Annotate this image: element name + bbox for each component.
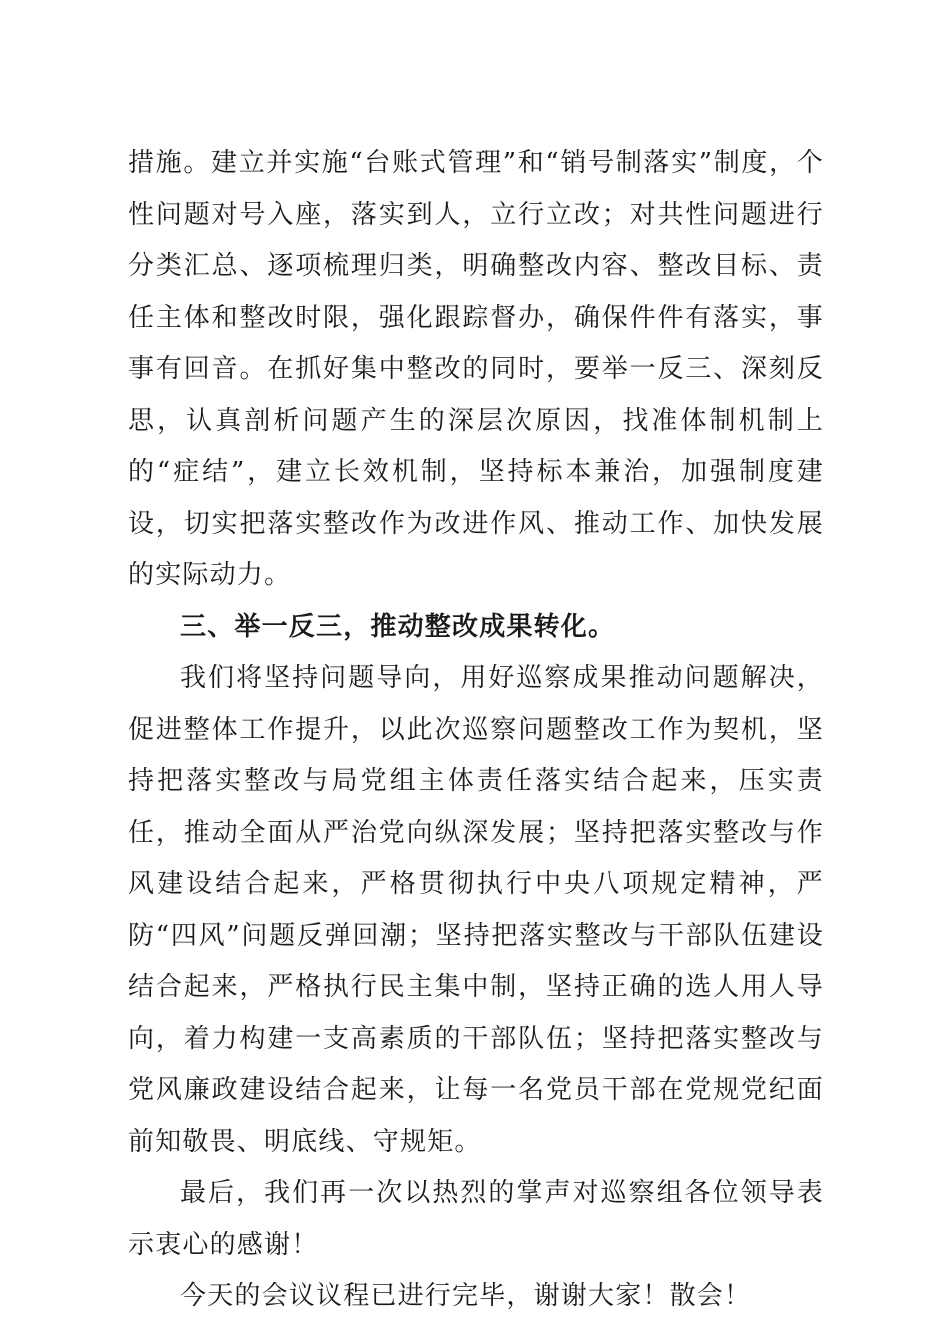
paragraph-continued: 措施。建立并实施“台账式管理”和“销号制落实”制度，个性问题对号入座，落实到人，立行立改；对共性问题进行分类汇总、逐项梳理归类，明确整改内容、整改目标、责任主体和整改时限，强化跟踪督办，确保件件有落实，事事有回音。在抓好集中整改的同时，要举一反三、深刻反思，认真剖析问题产生的深层次原因，找准体制机制上的“症结”，建立长效机制，坚持标本兼治，加强制度建设，切实把落实整改作为改进作风、推动工作、加快发展的实际动力。 bbox=[128, 148, 824, 590]
paragraph-closing: 今天的会议议程已进行完毕，谢谢大家！散会！ bbox=[180, 1281, 752, 1311]
paragraph-thanks: 最后，我们再一次以热烈的掌声对巡察组各位领导表示衷心的感谢！ bbox=[128, 1178, 824, 1260]
paragraph-body: 我们将坚持问题导向，用好巡察成果推动问题解决，促进整体工作提升，以此次巡察问题整改工作为契机，坚持把落实整改与局党组主体责任落实结合起来，压实责任，推动全面从严治党向纵深发展；坚持把落实整改与作风建设结合起来，严格贯彻执行中央八项规定精神，严防“四风”问题反弹回潮；坚持把落实整改与干部队伍建设结合起来，严格执行民主集中制，坚持正确的选人用人导向，着力构建一支高素质的干部队伍；坚持把落实整改与党风廉政建设结合起来，让每一名党员干部在党规党纪面前知敬畏、明底线、守规矩。 bbox=[128, 663, 824, 1157]
section-heading: 三、举一反三，推动整改成果转化。 bbox=[180, 611, 616, 642]
document-body bbox=[128, 138, 824, 1323]
